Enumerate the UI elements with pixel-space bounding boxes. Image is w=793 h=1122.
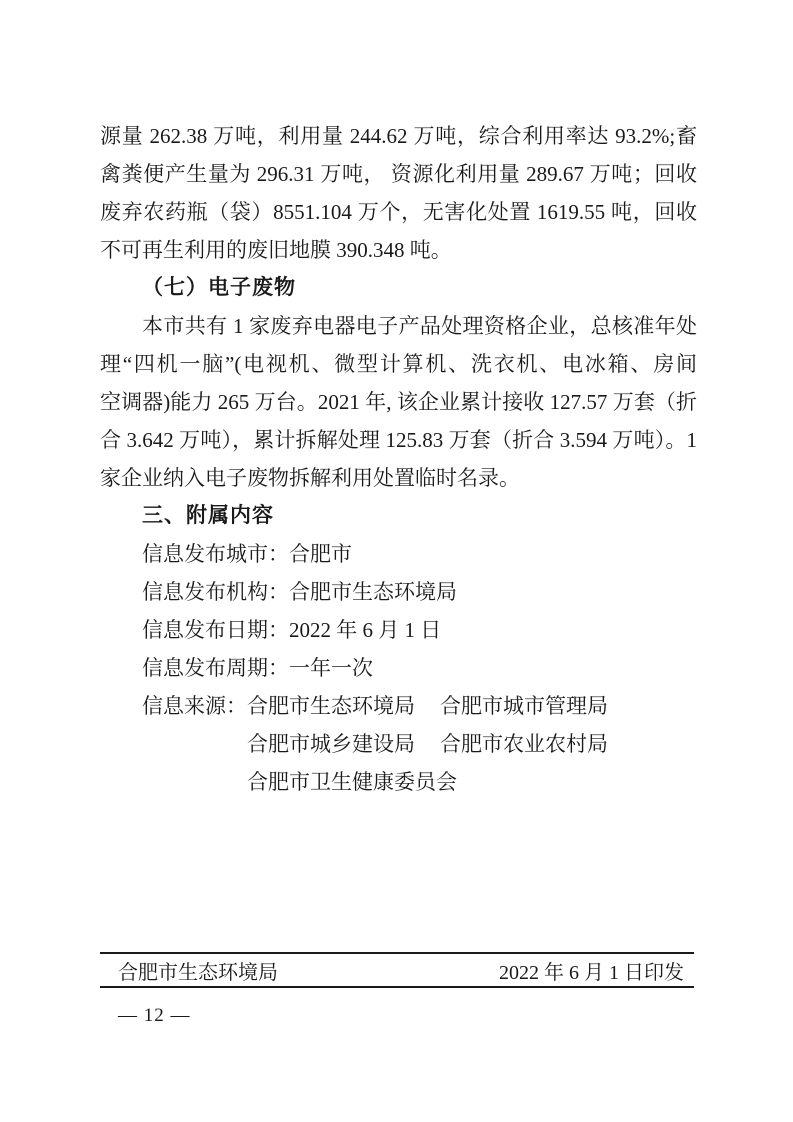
info-value: 合肥市: [289, 542, 352, 566]
section-heading-ewaste: （七）电子废物: [142, 276, 296, 299]
page-content: [100, 117, 697, 801]
info-source-value: 合肥市农业农村局: [440, 732, 608, 756]
info-label: 信息发布机构：: [142, 580, 289, 604]
page-number: — 12 —: [118, 1005, 191, 1026]
footer-print-date: 2022 年 6 月 1 日印发: [499, 961, 684, 984]
body-text-line: 家企业纳入电子废物拆解利用处置临时名录。: [100, 466, 520, 490]
info-row-publish-cycle: [100, 649, 697, 687]
body-text-line: 源量 262.38 万吨，利用量 244.62 万吨，综合利用率达 93.2%;畜: [100, 124, 697, 148]
info-label: 信息发布周期：: [142, 656, 289, 680]
body-text-line: 空调器)能力 265 万台。2021 年, 该企业累计接收 127.57 万套（折: [100, 390, 697, 414]
info-source-value: 合肥市卫生健康委员会: [247, 770, 457, 794]
info-value: 合肥市生态环境局: [289, 580, 457, 604]
info-value: 一年一次: [289, 656, 373, 680]
info-value: 2022 年 6 月 1 日: [289, 618, 442, 642]
info-list: [100, 535, 697, 801]
body-text-line: 不可再生利用的废旧地膜 390.348 吨。: [100, 238, 452, 262]
info-label: 信息来源：: [142, 694, 247, 718]
info-source-value: 合肥市城乡建设局: [247, 732, 415, 756]
info-row-publish-date: [100, 611, 697, 649]
body-text-line: 禽粪便产生量为 296.31 万吨， 资源化利用量 289.67 万吨；回收: [100, 162, 697, 186]
info-source-values: [247, 687, 697, 801]
info-source-value: 合肥市生态环境局: [247, 694, 415, 718]
footer: [100, 952, 694, 988]
info-row-publish-city: [100, 535, 697, 573]
section-heading-appendix: 三、附属内容: [142, 504, 274, 527]
body-text-line: 本市共有 1 家废弃电器电子产品处理资格企业，总核准年处: [142, 314, 697, 338]
footer-issuer: 合肥市生态环境局: [118, 961, 278, 984]
body-text-line: 合 3.642 万吨），累计拆解处理 125.83 万套（折合 3.594 万吨）。1: [100, 428, 697, 452]
info-source-line: [247, 763, 697, 801]
info-row-sources: [100, 687, 697, 801]
info-label: 信息发布日期：: [142, 618, 289, 642]
paragraph-ewaste: [100, 307, 697, 497]
info-source-value: 合肥市城市管理局: [440, 694, 608, 718]
info-source-line: [247, 687, 697, 725]
paragraph-agricultural-waste: [100, 117, 697, 269]
body-text-line: 理“四机一脑”(电视机、微型计算机、洗衣机、电冰箱、房间: [100, 352, 697, 376]
info-source-line: [247, 725, 697, 763]
body-text-line: 废弃农药瓶（袋）8551.104 万个，无害化处置 1619.55 吨，回收: [100, 200, 697, 224]
info-label: 信息发布城市：: [142, 542, 289, 566]
info-row-publish-agency: [100, 573, 697, 611]
